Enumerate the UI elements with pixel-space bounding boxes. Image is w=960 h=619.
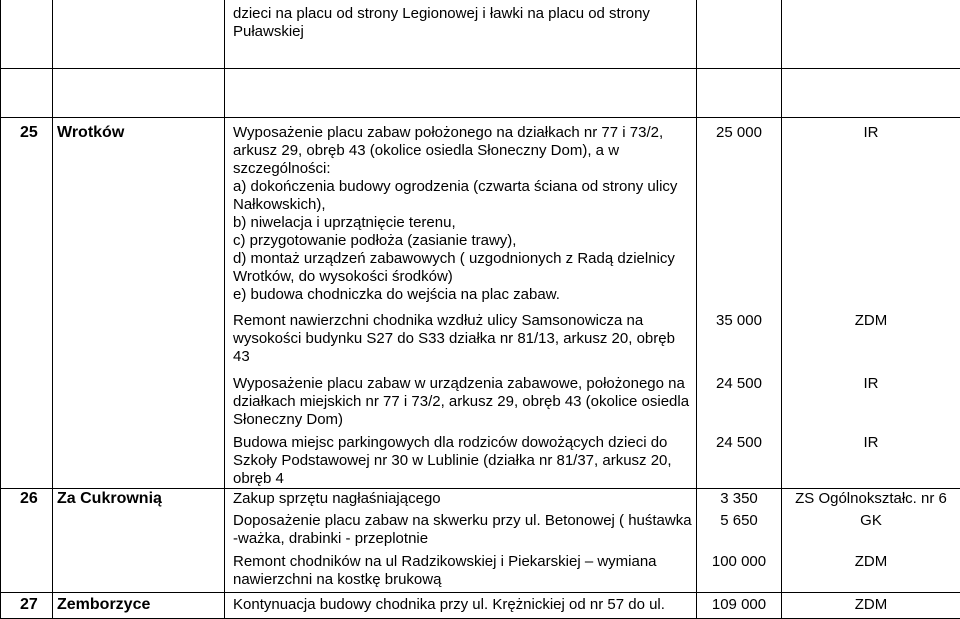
task-description: Budowa miejsc parkingowych dla rodziców dowożących dzieci do Szkoły Podstawowej nr 30 w Lublinie (działka nr 81/37, arkusz 20, obręb 4 [233, 433, 672, 487]
amount: 25 000 [716, 123, 762, 141]
district-name: Zemborzyce [57, 595, 151, 613]
row-number: 25 [20, 123, 38, 141]
responsible-unit: GK [860, 511, 882, 529]
amount: 24 500 [716, 433, 762, 451]
responsible-unit: ZDM [854, 552, 888, 570]
table-row [1, 0, 960, 68]
responsible-unit: ZS Ogólnokształc. nr 6 [795, 489, 947, 507]
task-description: Wyposażenie placu zabaw położonego na działkach nr 77 i 73/2, arkusz 29, obręb 43 (okolice osiedla Słoneczny Dom), a w szczególności: a) dokończenia budowy ogrodzenia (czwarta ściana od strony ulicy Nałkowskich), b) niwelacja i uprzątnięcie terenu, c) przygotowanie podłoża (zasianie trawy), d) montaż urządzeń zabawowych ( uzgodnionych z Radą dzielnicy Wrotków, do wysokości środków) e) budowa chodniczka do wejścia na plac zabaw. [233, 123, 678, 303]
task-description: Kontynuacja budowy chodnika przy ul. Krężnickiej od nr 57 do ul. [233, 595, 665, 613]
amount: 3 350 [720, 489, 758, 507]
table-row-empty [1, 68, 960, 117]
task-description: Doposażenie placu zabaw na skwerku przy ul. Betonowej ( huśtawka -ważka, drabinki - przeplotnie [233, 511, 692, 547]
amount: 100 000 [711, 552, 767, 570]
task-description: Remont chodników na ul Radzikowskiej i Piekarskiej – wymiana nawierzchni na kostkę brukową [233, 552, 657, 588]
amount: 35 000 [716, 311, 762, 329]
row-number: 27 [20, 595, 38, 613]
responsible-unit: ZDM [854, 595, 888, 613]
district-name: Wrotków [57, 123, 125, 141]
amount: 24 500 [716, 374, 762, 392]
amount: 109 000 [711, 595, 767, 613]
responsible-unit: IR [863, 433, 879, 451]
table-row [1, 117, 960, 488]
row-number: 26 [20, 489, 38, 507]
amount: 5 650 [720, 511, 758, 529]
table-row [1, 592, 960, 618]
task-description: Remont nawierzchni chodnika wzdłuż ulicy Samsonowicza na wysokości budynku S27 do S33 działka nr 81/13, arkusz 20, obręb 43 [233, 311, 675, 365]
task-description: Wyposażenie placu zabaw w urządzenia zabawowe, położonego na działkach miejskich nr 77 i 73/2, arkusz 29, obręb 43 (okolice osiedla Słoneczny Dom) [233, 374, 690, 428]
task-description: Zakup sprzętu nagłaśniającego [233, 489, 441, 507]
responsible-unit: ZDM [854, 311, 888, 329]
responsible-unit: IR [863, 123, 879, 141]
table-row [1, 488, 960, 592]
district-name: Za Cukrownią [57, 489, 162, 507]
cell-text: dzieci na placu od strony Legionowej i ławki na placu od strony Puławskiej [233, 5, 650, 40]
responsible-unit: IR [863, 374, 879, 392]
